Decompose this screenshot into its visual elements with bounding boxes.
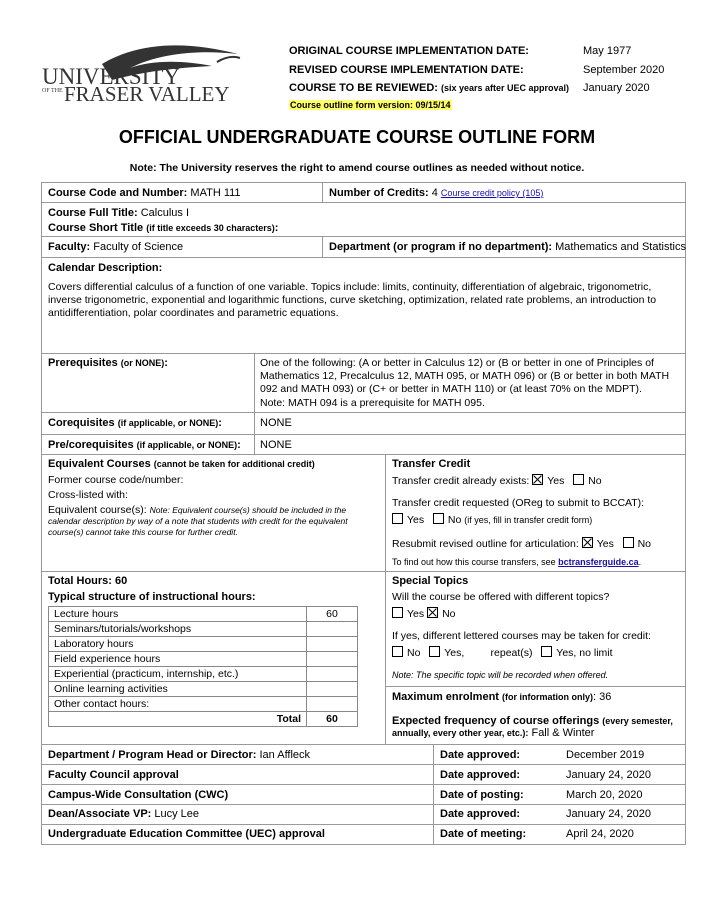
approval-date-label: Date of meeting: (440, 828, 527, 840)
bctransferguide-link[interactable]: bctransferguide.ca (558, 557, 639, 567)
course-code: Course Code and Number: MATH 111 (48, 187, 241, 199)
approval-cwc: Campus-Wide Consultation (CWC) (48, 789, 229, 801)
table-row: Field experience hours (49, 652, 358, 667)
transfer-req-no-checkbox[interactable] (433, 513, 444, 524)
frequency: Expected frequency of course offerings (every semester, annually, every other year, etc.): Fall & Winter (392, 715, 673, 739)
prereq-text: One of the following: (A or better in Calculus 12) or (B or better in one of Principles of Mathematics 12, Precalculus 12, MATH 095, or MATH 096) or (B or better in both MATH 092 and MATH 093) or (C+ or better in MATH 110) or (at least 70% on the MDPT). (260, 357, 670, 395)
table-row: Seminars/tutorials/workshops (49, 622, 358, 637)
topics-no-checkbox[interactable] (427, 607, 438, 618)
approval-dean: Dean/Associate VP: Lucy Lee (48, 808, 200, 820)
total-hours: Total Hours: 60 (48, 575, 128, 587)
department: Department (or program if no department): Mathematics and Statistics (329, 241, 686, 253)
transfer-requested: Transfer credit requested (OReg to submit to BCCAT): (392, 497, 645, 509)
approval-date: January 24, 2020 (566, 769, 652, 781)
approval-faculty-council: Faculty Council approval (48, 769, 179, 781)
approval-date-label: Date approved: (440, 808, 521, 820)
table-row: Online learning activities (49, 682, 358, 697)
approval-date-label: Date of posting: (440, 789, 524, 801)
structure-label: Typical structure of instructional hours: (48, 591, 256, 603)
cross-listed: Cross-listed with: (48, 489, 128, 501)
calendar-description: Covers differential calculus of a function of one variable. Topics include: limits, continuity, differentiation of algebraic, trigonometric, inverse trigonometric, exponential and logarithmic functions, curve sketching, optimization, related rate problems, an introduction to antidifferentiation, polar coordinates and parametric equations. (48, 281, 657, 319)
approval-uec: Undergraduate Education Committee (UEC) approval (48, 828, 325, 840)
approval-date-label: Date approved: (440, 769, 521, 781)
approval-dept-head: Department / Program Head or Director: Ian Affleck (48, 749, 311, 761)
transfer-requested-options: Yes No (if yes, fill in transfer credit form) (392, 513, 592, 526)
revised-date-label: REVISED COURSE IMPLEMENTATION DATE: (289, 64, 524, 76)
transfer-req-yes-checkbox[interactable] (392, 513, 403, 524)
topics-yes-checkbox[interactable] (392, 607, 403, 618)
repeat-no-checkbox[interactable] (392, 646, 403, 657)
table-row: Lecture hours 60 (49, 607, 358, 622)
page-title: OFFICIAL UNDERGRADUATE COURSE OUTLINE FORM (118, 127, 596, 147)
approval-date: March 20, 2020 (566, 789, 643, 801)
table-row: Other contact hours: (49, 697, 358, 712)
orig-date-value: May 1977 (583, 45, 632, 57)
form-version: Course outline form version: 09/15/14 (290, 100, 451, 110)
logo-line2: FRASER VALLEY (64, 82, 230, 106)
table-row: Experiential (practicum, internship, etc.) (49, 667, 358, 682)
amend-note: Note: The University reserves the right to amend course outlines as needed without notice. (129, 162, 585, 174)
full-title: Course Full Title: Calculus I (48, 207, 189, 219)
logo-line1: UNIVERSITY (42, 64, 180, 89)
topics-options: Yes No (392, 607, 456, 620)
review-date-label: COURSE TO BE REVIEWED: (six years after UEC approval) (289, 82, 570, 94)
repeat-yes-checkbox[interactable] (429, 646, 440, 657)
credit-policy-link[interactable]: Course credit policy (105) (440, 188, 544, 198)
coreq-value: NONE (260, 417, 292, 429)
coreq-label: Corequisites (if applicable, or NONE): (48, 417, 222, 429)
table-row-total: Total 60 (49, 712, 358, 727)
equiv-label: Equivalent Courses (cannot be taken for additional credit) (48, 458, 315, 470)
table-row: Laboratory hours (49, 637, 358, 652)
resubmit: Resubmit revised outline for articulation: Yes No (392, 538, 652, 550)
faculty: Faculty: Faculty of Science (48, 241, 184, 253)
transfer-exists: Transfer credit already exists: Yes No (392, 475, 602, 487)
approval-date-label: Date approved: (440, 749, 521, 761)
short-title: Course Short Title (if title exceeds 30 characters): (48, 222, 279, 234)
transfer-exists-yes-checkbox[interactable] (532, 474, 543, 485)
approval-date: January 24, 2020 (566, 808, 652, 820)
approval-date: December 2019 (566, 749, 645, 761)
hours-table (48, 606, 358, 727)
precoreq-value: NONE (260, 439, 292, 451)
prereq-note: Note: MATH 094 is a prerequisite for MATH 095. (260, 397, 485, 409)
calendar-label: Calendar Description: (48, 262, 163, 274)
precoreq-label: Pre/corequisites (if applicable, or NONE): (48, 439, 241, 451)
prereq-label: Prerequisites (or NONE): (48, 357, 168, 369)
topics-note: Note: The specific topic will be recorded when offered. (392, 670, 609, 680)
revised-date-value: September 2020 (583, 64, 665, 76)
equiv-courses: Equivalent course(s): Note: Equivalent course(s) should be included in the calendar description by way of a note that students with credit for the equivalent course(s) cannot take this course for further credit. (48, 504, 348, 537)
transfer-label: Transfer Credit (392, 458, 471, 470)
transfer-exists-no-checkbox[interactable] (573, 474, 584, 485)
repeat-nolimit-checkbox[interactable] (541, 646, 552, 657)
topics-question: Will the course be offered with different topics? (392, 591, 610, 603)
topics-label: Special Topics (392, 575, 469, 587)
resubmit-yes-checkbox[interactable] (582, 537, 593, 548)
review-date-value: January 2020 (583, 82, 650, 94)
logo-of-the: OF THE (42, 88, 63, 94)
credits: Number of Credits: 4 Course credit policy (105) (329, 187, 544, 199)
topics-if-yes: If yes, different lettered courses may be taken for credit: (392, 630, 651, 642)
approval-date: April 24, 2020 (566, 828, 634, 840)
repeat-options: No Yes, repeat(s) Yes, no limit (392, 646, 613, 659)
university-logo (42, 42, 242, 107)
max-enrolment: Maximum enrolment (for information only): 36 (392, 691, 612, 703)
resubmit-no-checkbox[interactable] (623, 537, 634, 548)
orig-date-label: ORIGINAL COURSE IMPLEMENTATION DATE: (289, 45, 529, 57)
transfer-guide: To find out how this course transfers, see bctransferguide.ca. (392, 557, 642, 567)
former-code: Former course code/number: (48, 474, 184, 486)
